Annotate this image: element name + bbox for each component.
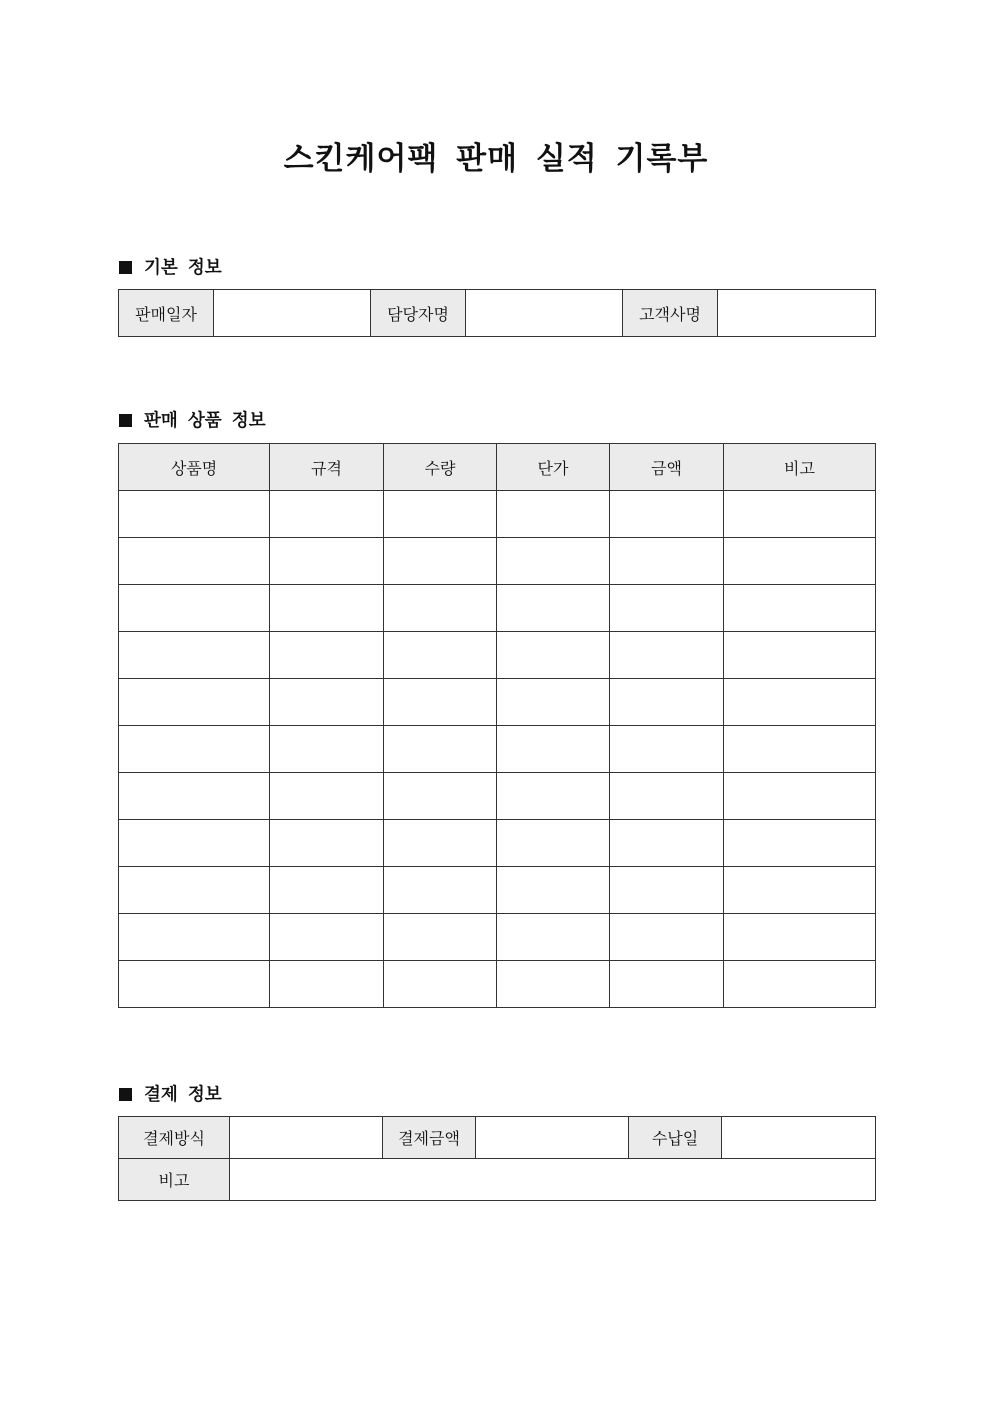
- column-header: 수량: [384, 444, 497, 491]
- manager-label: 담당자명: [371, 290, 466, 337]
- table-cell[interactable]: [610, 491, 724, 538]
- table-cell[interactable]: [497, 914, 610, 961]
- square-bullet-icon: [119, 1088, 132, 1101]
- table-cell[interactable]: [119, 585, 270, 632]
- table-cell[interactable]: [119, 914, 270, 961]
- table-cell[interactable]: [384, 491, 497, 538]
- table-cell[interactable]: [119, 538, 270, 585]
- table-cell[interactable]: [270, 914, 384, 961]
- products-heading-text: 판매 상품 정보: [144, 411, 266, 431]
- table-cell[interactable]: [724, 632, 876, 679]
- column-header: 단가: [497, 444, 610, 491]
- table-cell[interactable]: [119, 632, 270, 679]
- products-heading: [119, 407, 266, 432]
- table-cell[interactable]: [384, 726, 497, 773]
- payment-method-field[interactable]: [230, 1117, 383, 1159]
- table-row: [119, 820, 876, 867]
- table-cell[interactable]: [497, 773, 610, 820]
- payment-table: [118, 1116, 876, 1201]
- customer-label: 고객사명: [623, 290, 718, 337]
- table-cell[interactable]: [724, 726, 876, 773]
- table-cell[interactable]: [610, 679, 724, 726]
- table-cell[interactable]: [384, 538, 497, 585]
- table-cell[interactable]: [497, 491, 610, 538]
- table-cell[interactable]: [384, 773, 497, 820]
- sale-date-label: 판매일자: [119, 290, 214, 337]
- table-cell[interactable]: [724, 585, 876, 632]
- table-cell[interactable]: [610, 961, 724, 1008]
- table-cell[interactable]: [610, 726, 724, 773]
- table-row: [119, 773, 876, 820]
- table-row: [119, 632, 876, 679]
- payment-note-field[interactable]: [230, 1159, 876, 1201]
- receipt-date-label: 수납일: [629, 1117, 722, 1159]
- table-cell[interactable]: [610, 773, 724, 820]
- table-cell[interactable]: [270, 538, 384, 585]
- table-cell[interactable]: [497, 961, 610, 1008]
- table-row: [119, 679, 876, 726]
- table-cell[interactable]: [724, 679, 876, 726]
- table-cell[interactable]: [384, 585, 497, 632]
- table-row: [119, 914, 876, 961]
- table-cell[interactable]: [610, 820, 724, 867]
- column-header: 비고: [724, 444, 876, 491]
- table-cell[interactable]: [384, 914, 497, 961]
- table-cell[interactable]: [384, 632, 497, 679]
- table-row: [119, 961, 876, 1008]
- payment-note-label: 비고: [119, 1159, 230, 1201]
- customer-field[interactable]: [718, 290, 876, 337]
- table-row: [119, 1117, 876, 1159]
- table-cell[interactable]: [497, 632, 610, 679]
- table-cell[interactable]: [384, 961, 497, 1008]
- table-cell[interactable]: [724, 773, 876, 820]
- column-header: 규격: [270, 444, 384, 491]
- table-cell[interactable]: [724, 491, 876, 538]
- table-row: [119, 538, 876, 585]
- payment-heading: [119, 1081, 222, 1106]
- square-bullet-icon: [119, 414, 132, 427]
- table-cell[interactable]: [610, 538, 724, 585]
- table-cell[interactable]: [384, 679, 497, 726]
- table-cell[interactable]: [724, 867, 876, 914]
- table-cell[interactable]: [119, 679, 270, 726]
- table-cell[interactable]: [497, 820, 610, 867]
- table-cell[interactable]: [119, 773, 270, 820]
- basic-info-heading: [119, 254, 222, 279]
- column-header: 상품명: [119, 444, 270, 491]
- table-cell[interactable]: [724, 538, 876, 585]
- table-cell[interactable]: [384, 820, 497, 867]
- table-cell[interactable]: [270, 491, 384, 538]
- table-cell[interactable]: [119, 961, 270, 1008]
- table-cell[interactable]: [119, 820, 270, 867]
- table-cell[interactable]: [119, 867, 270, 914]
- table-cell[interactable]: [610, 632, 724, 679]
- table-row: [119, 726, 876, 773]
- square-bullet-icon: [119, 261, 132, 274]
- table-cell[interactable]: [270, 961, 384, 1008]
- table-cell[interactable]: [497, 538, 610, 585]
- products-table: [118, 443, 876, 1008]
- table-row: [119, 290, 876, 337]
- table-cell[interactable]: [270, 773, 384, 820]
- table-cell[interactable]: [119, 726, 270, 773]
- payment-amount-field[interactable]: [476, 1117, 629, 1159]
- table-cell[interactable]: [119, 491, 270, 538]
- payment-method-label: 결제방식: [119, 1117, 230, 1159]
- basic-info-table: [118, 289, 876, 337]
- table-cell[interactable]: [610, 867, 724, 914]
- table-cell[interactable]: [270, 867, 384, 914]
- table-cell[interactable]: [497, 726, 610, 773]
- receipt-date-field[interactable]: [722, 1117, 876, 1159]
- page-title: 스킨케어팩 판매 실적 기록부: [283, 141, 709, 177]
- table-cell[interactable]: [270, 679, 384, 726]
- table-row: [119, 491, 876, 538]
- table-cell[interactable]: [497, 679, 610, 726]
- basic-info-heading-text: 기본 정보: [144, 258, 222, 278]
- payment-amount-label: 결제금액: [383, 1117, 476, 1159]
- table-cell[interactable]: [270, 585, 384, 632]
- payment-heading-text: 결제 정보: [144, 1085, 222, 1105]
- table-cell[interactable]: [497, 585, 610, 632]
- table-cell[interactable]: [384, 867, 497, 914]
- table-cell[interactable]: [724, 961, 876, 1008]
- table-cell[interactable]: [610, 914, 724, 961]
- table-row: [119, 867, 876, 914]
- sale-date-field[interactable]: [214, 290, 371, 337]
- table-cell[interactable]: [610, 585, 724, 632]
- table-cell[interactable]: [724, 820, 876, 867]
- table-cell[interactable]: [270, 820, 384, 867]
- table-row: [119, 585, 876, 632]
- table-header-row: [119, 444, 876, 491]
- column-header: 금액: [610, 444, 724, 491]
- table-cell[interactable]: [270, 726, 384, 773]
- table-cell[interactable]: [497, 867, 610, 914]
- table-row: [119, 1159, 876, 1201]
- table-cell[interactable]: [724, 914, 876, 961]
- manager-field[interactable]: [466, 290, 623, 337]
- table-cell[interactable]: [270, 632, 384, 679]
